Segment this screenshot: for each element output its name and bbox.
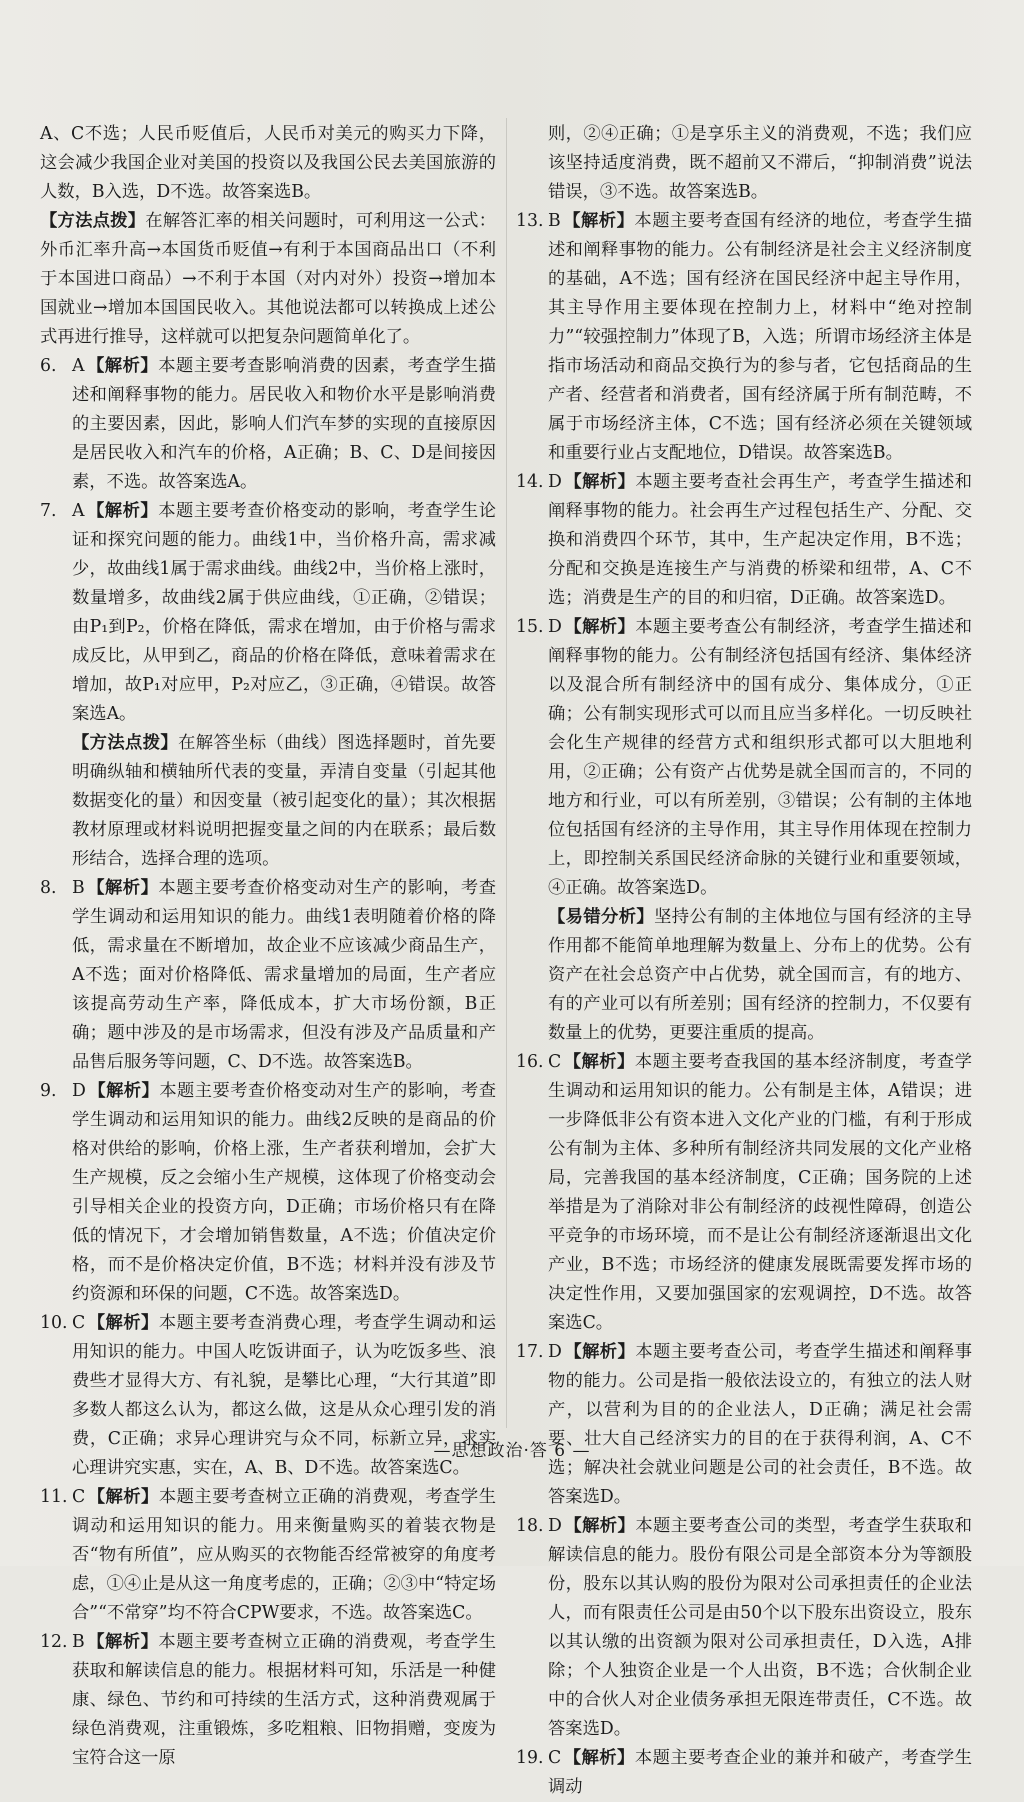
answer-item-6 — [40, 352, 496, 497]
method-tip — [40, 729, 496, 874]
answer-item-16 — [516, 1048, 972, 1338]
answer-item-9 — [40, 1077, 496, 1309]
item-number: 9. — [40, 1081, 57, 1101]
method-tip — [40, 207, 496, 352]
analysis-tag: 【解析】 — [563, 1052, 635, 1072]
analysis-tag: 【解析】 — [86, 878, 159, 898]
analysis-tag: 【解析】 — [87, 1313, 159, 1333]
item-answer: A — [72, 356, 85, 376]
analysis-tag: 【解析】 — [563, 617, 636, 637]
analysis-text: 本题主要考查国有经济的地位，考查学生描述和阐释事物的能力。公有制经济是社会主义经济制度的基础，A不选；国有经济在国民经济中起主导作用，其主导作用主要体现在控制力上，材料中“绝对控制力”“较强控制力”体现了B，入选；所谓市场经济主体是指市场活动和商品交换行为的参与者，它包括商品的生产者、经营者和消费者，国有经济属于所有制范畴，不属于市场经济主体，C不选；国有经济必须在关键领域和重要行业占支配地位，D错误。故答案选B。 — [548, 211, 972, 463]
right-column — [516, 120, 972, 1802]
item-number: 10. — [40, 1313, 68, 1333]
analysis-text: 本题主要考查我国的基本经济制度，考查学生调动和运用知识的能力。公有制是主体，A错误；进一步降低非公有资本进入文化产业的门槛，有利于形成公有制为主体、多种所有制经济共同发展的文化产业格局，完善我国的基本经济制度，C正确；国务院的上述举措是为了消除对非公有制经济的歧视性障碍，创造公平竞争的市场环境，而不是让公有制经济逐渐退出文化产业，B不选；市场经济的健康发展既需要发挥市场的决定性作用，又要加强国家的宏观调控，D不选。故答案选C。 — [548, 1052, 972, 1333]
item-number: 8. — [40, 878, 57, 898]
analysis-text: 本题主要考查公有制经济，考查学生描述和阐释事物的能力。公有制经济包括国有经济、集体经济以及混合所有制经济中的国有成分、集体成分，①正确；公有制实现形式可以而且应当多样化。一切反映社会化生产规律的经营方式和组织形式都可以大胆地利用，②正确；公有资产占优势是就全国而言的，不同的地方和行业，可以有所差别，③错误；公有制的主体地位包括国有经济的主导作用，其主导作用体现在控制力上，即控制关系国民经济命脉的关键行业和重要领域，④正确。故答案选D。 — [548, 617, 972, 898]
item-answer: B — [72, 1632, 85, 1652]
analysis-text: 本题主要考查社会再生产，考查学生描述和阐释事物的能力。社会再生产过程包括生产、分配、交换和消费四个环节，其中，生产起决定作用，B不选；分配和交换是连接生产与消费的桥梁和纽带，A、C不选；消费是生产的目的和归宿，D正确。故答案选D。 — [548, 472, 972, 608]
analysis-tag: 【解析】 — [563, 1342, 636, 1362]
item-answer: C — [72, 1487, 86, 1507]
analysis-text: 本题主要考查价格变动对生产的影响，考查学生调动和运用知识的能力。曲线2反映的是商品的价格对供给的影响，价格上涨，生产者获利增加，会扩大生产规模，反之会缩小生产规模，这体现了价格变动会引导相关企业的投资方向，D正确；市场价格只有在降低的情况下，才会增加销售数量，A不选；价值决定价格，而不是价格决定价值，B不选；材料并没有涉及节约资源和环保的问题，C不选。故答案选D。 — [72, 1081, 496, 1304]
item-answer: D — [548, 617, 562, 637]
item-number: 6. — [40, 356, 57, 376]
item-answer: D — [72, 1081, 86, 1101]
answer-item-13 — [516, 207, 972, 468]
analysis-text: 本题主要考查价格变动对生产的影响，考查学生调动和运用知识的能力。曲线1表明随着价格的降低，需求量在不断增加，故企业不应该减少商品生产，A不选；面对价格降低、需求量增加的局面，生产者应该提高劳动生产率，降低成本，扩大市场份额，B正确；题中涉及的是市场需求，但没有涉及产品质量和产品售后服务等问题，C、D不选。故答案选B。 — [72, 878, 496, 1072]
analysis-text: 本题主要考查影响消费的因素，考查学生描述和阐释事物的能力。居民收入和物价水平是影响消费的主要因素，因此，影响人们汽车梦的实现的直接原因是居民收入和汽车的价格，A正确；B、C、D是间接因素，不选。故答案选A。 — [72, 356, 496, 492]
analysis-tag: 【解析】 — [86, 501, 159, 521]
answer-item-7 — [40, 497, 496, 729]
analysis-tag: 【解析】 — [86, 1632, 159, 1652]
answer-item-19 — [516, 1744, 972, 1802]
item-answer: B — [72, 878, 85, 898]
answer-item-17 — [516, 1338, 972, 1512]
tip-tag: 【方法点拨】 — [40, 211, 146, 231]
answer-item-11 — [40, 1483, 496, 1628]
analysis-tag: 【解析】 — [562, 211, 635, 231]
analysis-tag: 【解析】 — [87, 1487, 159, 1507]
item-answer: D — [548, 1516, 562, 1536]
item-answer: A — [72, 501, 85, 521]
page-footer: —思想政治·答 6 — — [433, 1441, 591, 1461]
item-answer: C — [548, 1052, 562, 1072]
answer-item-18 — [516, 1512, 972, 1744]
left-column — [40, 120, 496, 1773]
error-text: 坚持公有制的主体地位与国有经济的主导作用都不能简单地理解为数量上、分布上的优势。公有资产在社会总资产中占优势，就全国而言，有的地方、有的产业可以有所差别；国有经济的控制力，不仅要有数量上的优势，更要注重质的提高。 — [548, 907, 972, 1043]
analysis-text: 本题主要考查公司，考查学生描述和阐释事物的能力。公司是指一般依法设立的，有独立的法人财产，以营利为目的的企业法人，D正确；满足社会需要、壮大自己经济实力的目的在于获得利润，A、C不选；解决社会就业问题是公司的社会责任，B不选。故答案选D。 — [548, 1342, 972, 1507]
analysis-tag: 【解析】 — [563, 1516, 636, 1536]
item-answer: C — [72, 1313, 86, 1333]
item-number: 11. — [40, 1487, 68, 1507]
analysis-text: 本题主要考查企业的兼并和破产，考查学生调动 — [548, 1748, 972, 1797]
answer-item-14 — [516, 468, 972, 613]
tip-text: 在解答坐标（曲线）图选择题时，首先要明确纵轴和横轴所代表的变量，弄清自变量（引起其他数据变化的量）和因变量（被引起变化的量）；其次根据教材原理或材料说明把握变量之间的内在联系；最后数形结合，选择合理的选项。 — [72, 733, 496, 869]
item-answer: C — [548, 1748, 562, 1768]
item-number: 15. — [516, 617, 544, 637]
item-number: 16. — [516, 1052, 544, 1072]
answer-item-12 — [40, 1628, 496, 1773]
error-analysis — [516, 903, 972, 1048]
tip-tag: 【方法点拨】 — [72, 733, 179, 753]
item-number: 7. — [40, 501, 57, 521]
analysis-tag: 【解析】 — [87, 1081, 160, 1101]
item-number: 17. — [516, 1342, 544, 1362]
item-answer: B — [548, 211, 561, 231]
analysis-text: 本题主要考查公司的类型，考查学生获取和解读信息的能力。股份有限公司是全部资本分为等额股份，股东以其认购的股份为限对公司承担责任的企业法人，而有限责任公司是由50个以下股东出资设立，股东以其认缴的出资额为限对公司承担责任，D入选，A排除；个人独资企业是一个人出资，B不选；合伙制企业中的合伙人对企业债务承担无限连带责任，C不选。故答案选D。 — [548, 1516, 972, 1739]
error-tag: 【易错分析】 — [548, 907, 655, 927]
item-number: 13. — [516, 211, 544, 231]
analysis-tag: 【解析】 — [563, 472, 636, 492]
analysis-text: 本题主要考查树立正确的消费观，考查学生获取和解读信息的能力。根据材料可知，乐活是一种健康、绿色、节约和可持续的生活方式，这种消费观属于绿色消费观，注重锻炼，多吃粗粮、旧物捐赠，变废为宝符合这一原 — [72, 1632, 496, 1768]
analysis-text: 本题主要考查树立正确的消费观，考查学生调动和运用知识的能力。用来衡量购买的着装衣物是否“物有所值”，应从购买的衣物能否经常被穿的角度考虑，①④止是从这一角度考虑的，正确；②③中“特定场合”“不常穿”均不符合CPW要求，不选。故答案选C。 — [72, 1487, 496, 1623]
column-divider — [506, 118, 507, 1428]
item-number: 14. — [516, 472, 544, 492]
tip-text: 在解答汇率的相关问题时，可利用这一公式：外币汇率升高→本国货币贬值→有利于本国商品出口（不利于本国进口商品）→不利于本国（对内对外）投资→增加本国就业→增加本国国民收入。其他说法都可以转换成上述公式再进行推导，这样就可以把复杂问题简单化了。 — [40, 211, 496, 347]
item-answer: D — [548, 1342, 562, 1362]
analysis-text: 本题主要考查价格变动的影响，考查学生论证和探究问题的能力。曲线1中，当价格升高，需求减少，故曲线1属于需求曲线。曲线2中，当价格上涨时，数量增多，故曲线2属于供应曲线，①正确，②错误；由P₁到P₂，价格在降低，需求在增加，由于价格与需求成反比，从甲到乙，商品的价格在降低，意味着需求在增加，故P₁对应甲，P₂对应乙，③正确，④错误。故答案选A。 — [72, 501, 496, 724]
continued-paragraph: 则，②④正确；①是享乐主义的消费观，不选；我们应该坚持适度消费，既不超前又不滞后，“抑制消费”说法错误，③不选。故答案选B。 — [548, 124, 972, 202]
analysis-tag: 【解析】 — [86, 356, 159, 376]
answer-item-15 — [516, 613, 972, 903]
item-number: 19. — [516, 1748, 544, 1768]
answer-item-8 — [40, 874, 496, 1077]
analysis-tag: 【解析】 — [563, 1748, 635, 1768]
item-answer: D — [548, 472, 562, 492]
continued-paragraph: A、C不选；人民币贬值后，人民币对美元的购买力下降，这会减少我国企业对美国的投资以及我国公民去美国旅游的人数，B入选，D不选。故答案选B。 — [40, 124, 496, 202]
item-number: 18. — [516, 1516, 544, 1536]
item-number: 12. — [40, 1632, 68, 1652]
analysis-text: 本题主要考查消费心理，考查学生调动和运用知识的能力。中国人吃饭讲面子，认为吃饭多些、浪费些才显得大方、有礼貌，是攀比心理，“大行其道”即多数人都这么认为，都这么做，这是从众心理引发的消费，C正确；求异心理讲究与众不同，标新立异，求实心理讲究实惠，实在，A、B、D不选。故答案选C。 — [72, 1313, 496, 1478]
